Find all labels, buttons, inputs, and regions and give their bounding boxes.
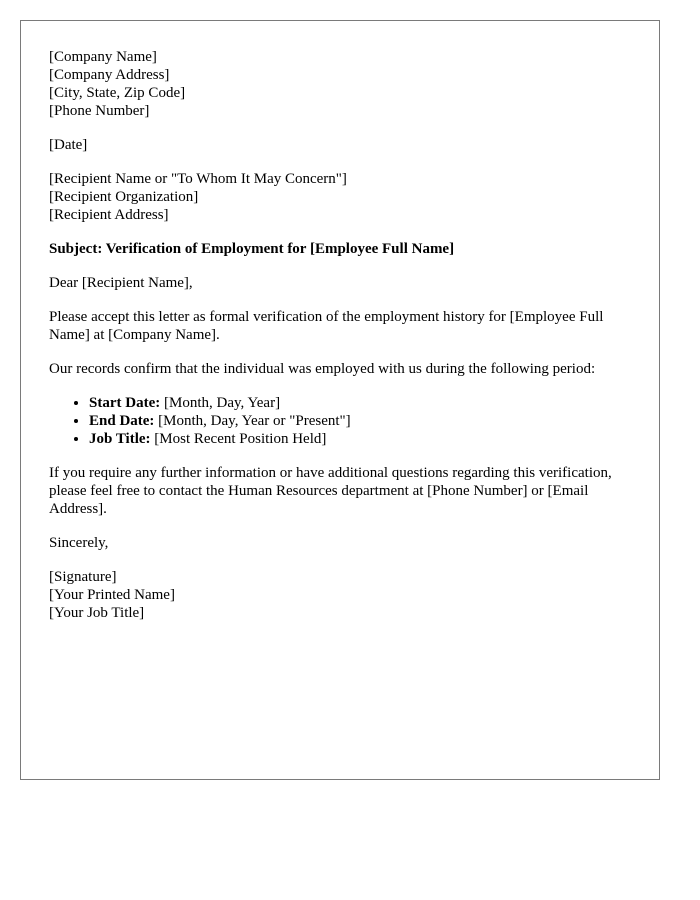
company-name: [Company Name]	[49, 49, 157, 65]
letter-page	[20, 20, 660, 780]
recipient-organization: [Recipient Organization]	[49, 189, 199, 205]
salutation: Dear [Recipient Name],	[49, 275, 193, 291]
recipient-address: [Recipient Address]	[49, 207, 169, 223]
signature: [Signature]	[49, 569, 117, 585]
sender-block	[49, 48, 631, 120]
phone-number: [Phone Number]	[49, 103, 150, 119]
recipient-block	[49, 170, 631, 224]
list-item-start-date	[89, 394, 631, 412]
signer-job-title: [Your Job Title]	[49, 605, 145, 621]
employment-details-list	[49, 394, 631, 448]
end-date-value: [Month, Day, Year or "Present"]	[154, 413, 351, 429]
letter-date: [Date]	[49, 137, 88, 153]
start-date-value: [Month, Day, Year]	[160, 395, 281, 411]
contact-paragraph: If you require any further information or have additional questions regarding this verification, please feel free to contact the Human Resources department at [Phone Number] or [Email Address].	[49, 465, 612, 517]
closing: Sincerely,	[49, 535, 109, 551]
printed-name: [Your Printed Name]	[49, 587, 175, 603]
records-paragraph: Our records confirm that the individual was employed with us during the following period:	[49, 361, 596, 377]
intro-paragraph: Please accept this letter as formal verification of the employment history for [Employee Full Name] at [Company Name].	[49, 309, 604, 343]
list-item-end-date	[89, 412, 631, 430]
date-block	[49, 136, 631, 154]
job-title-value: [Most Recent Position Held]	[150, 431, 327, 447]
job-title-label: Job Title:	[89, 431, 151, 447]
recipient-name: [Recipient Name or "To Whom It May Concern"]	[49, 171, 347, 187]
company-address: [Company Address]	[49, 67, 170, 83]
signature-block	[49, 568, 631, 622]
start-date-label: Start Date:	[89, 395, 161, 411]
subject-line: Subject: Verification of Employment for [Employee Full Name]	[49, 241, 455, 257]
city-state-zip: [City, State, Zip Code]	[49, 85, 186, 101]
list-item-job-title	[89, 430, 631, 448]
end-date-label: End Date:	[89, 413, 155, 429]
